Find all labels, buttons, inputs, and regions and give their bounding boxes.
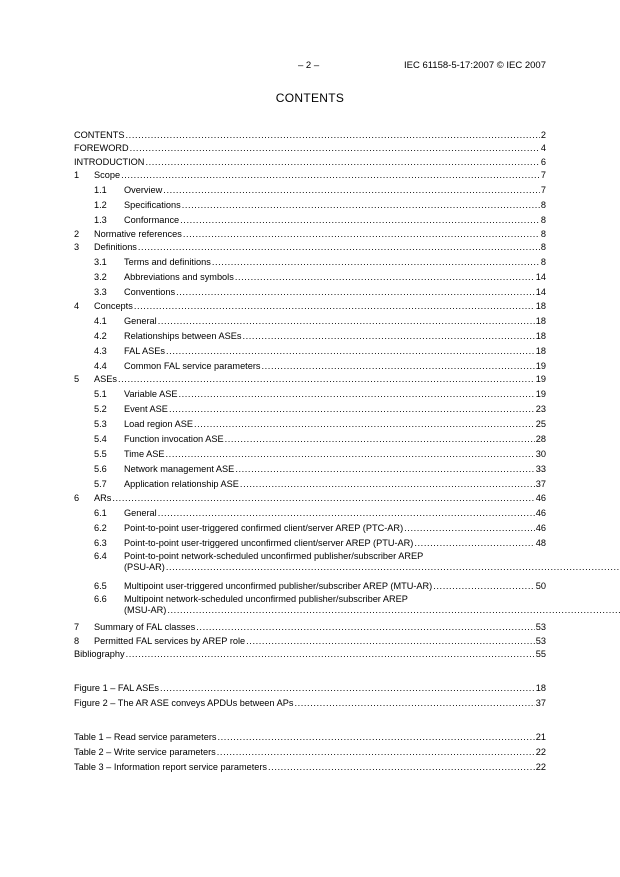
toc-entry-label: Network management ASE <box>124 464 235 474</box>
toc-entry-label: FAL ASEs <box>124 345 166 356</box>
figure-entry[interactable] <box>74 679 546 694</box>
toc-entry-page: 4 <box>540 143 546 153</box>
toc-entry[interactable] <box>74 620 546 634</box>
table-entry-page: 22 <box>535 762 546 772</box>
figure-entry-label: Figure 2 – The AR ASE conveys APDUs between APs <box>74 698 294 708</box>
toc-entry-page: 19 <box>535 360 546 371</box>
dot-leader <box>182 200 540 211</box>
toc-entry-label: INTRODUCTION <box>74 156 145 167</box>
toc-entry-label: Conformance <box>124 215 180 225</box>
toc-entry-number: 6.2 <box>94 522 107 533</box>
toc-entry-label: ARs <box>94 492 112 503</box>
toc-entry-label: Load region ASE <box>124 419 193 429</box>
dot-leader <box>126 649 535 660</box>
toc-entry-label: Normative references <box>94 228 182 239</box>
figure-entry[interactable] <box>74 694 546 709</box>
dot-leader <box>169 404 535 415</box>
toc-entry[interactable] <box>74 490 546 504</box>
toc-entry-number: 4.2 <box>94 330 107 341</box>
figure-entry-label: Figure 1 – FAL ASEs <box>74 683 159 693</box>
toc-entry-number: 5.6 <box>94 464 107 474</box>
toc-entry-label: Overview <box>124 185 163 195</box>
dot-leader <box>268 762 535 773</box>
toc-entry-page: 18 <box>535 315 546 326</box>
dot-leader <box>138 242 540 253</box>
toc-entry-number: 4.1 <box>94 315 107 326</box>
toc-entry-number: 3.3 <box>94 287 107 297</box>
toc-entry-page: 8 <box>540 215 546 225</box>
toc-entry[interactable] <box>74 357 546 372</box>
toc-entry[interactable] <box>74 154 546 168</box>
dot-leader <box>194 419 535 430</box>
toc-entry-page: 23 <box>535 404 546 414</box>
table-entry[interactable] <box>74 743 546 758</box>
toc-entry-label: Common FAL service parameters <box>124 360 261 371</box>
table-of-contents <box>74 127 546 773</box>
toc-entry[interactable] <box>74 534 546 549</box>
toc-entry-body <box>124 549 620 577</box>
toc-entry[interactable] <box>74 196 546 211</box>
toc-entry[interactable] <box>74 253 546 268</box>
toc-entry-page: 46 <box>535 507 546 518</box>
dot-leader <box>160 683 535 694</box>
toc-entry-label-cont: (PSU-AR) <box>124 561 165 572</box>
toc-entry-label: Time ASE <box>124 449 165 459</box>
toc-entry-label: Point-to-point user-triggered confirmed client/server AREP (PTC-AR) <box>124 522 404 533</box>
toc-entry-page: 7 <box>540 170 546 180</box>
toc-entry-label: Application relationship ASE <box>124 479 239 489</box>
toc-entry[interactable] <box>74 430 546 445</box>
toc-entry-number: 4.3 <box>94 345 107 356</box>
toc-entry-page: 53 <box>535 635 546 646</box>
toc-entry[interactable] <box>74 519 546 534</box>
toc-entry-number: 1 <box>74 170 80 180</box>
toc-entry[interactable] <box>74 577 546 592</box>
dot-leader <box>217 732 534 743</box>
dot-leader <box>163 185 540 196</box>
table-entry-label: Table 3 – Information report service parameters <box>74 762 268 772</box>
toc-entry-page: 19 <box>535 389 546 399</box>
document-id: IEC 61158-5-17:2007 © IEC 2007 <box>403 60 546 71</box>
figure-entry-page: 37 <box>535 698 546 708</box>
toc-entry[interactable] <box>74 168 546 182</box>
toc-entry-page: 50 <box>535 580 546 591</box>
dot-leader <box>166 346 535 357</box>
toc-entry[interactable] <box>74 415 546 430</box>
dot-leader <box>166 449 535 460</box>
toc-entry-label: Summary of FAL classes <box>94 622 196 632</box>
toc-entry-number: 5.4 <box>94 434 107 444</box>
toc-entry-page: 28 <box>535 434 546 444</box>
toc-entry-page: 55 <box>535 649 546 659</box>
toc-entry-label: CONTENTS <box>74 129 125 140</box>
dot-leader <box>183 229 540 240</box>
toc-entry-label: Terms and definitions <box>124 257 211 267</box>
dot-leader <box>176 287 535 298</box>
list-of-figures <box>74 679 546 709</box>
toc-entry-number: 6.5 <box>94 580 107 591</box>
toc-entry-number: 6.4 <box>94 550 107 561</box>
toc-entry-label: General <box>124 507 157 518</box>
toc-entry-page: 8 <box>540 200 546 210</box>
toc-entry-page: 33 <box>535 464 546 474</box>
page-number: – 2 – <box>298 60 320 71</box>
toc-entry[interactable] <box>74 633 546 647</box>
toc-entry-label: Concepts <box>94 300 133 311</box>
page-header <box>0 60 620 74</box>
toc-entry-number: 1.1 <box>94 185 107 195</box>
dot-leader <box>235 272 535 283</box>
toc-entry-number: 5 <box>74 374 80 384</box>
list-of-tables <box>74 728 546 773</box>
toc-entry-page: 6 <box>540 156 546 167</box>
toc-entry-number: 1.3 <box>94 215 107 225</box>
toc-entry-label: FOREWORD <box>74 143 129 153</box>
toc-entry[interactable] <box>74 400 546 415</box>
dot-leader <box>262 361 535 372</box>
toc-entry-number: 7 <box>74 622 80 632</box>
toc-entry-label: Point-to-point network-scheduled unconfirmed publisher/subscriber AREP <box>124 550 424 561</box>
toc-entry-number: 3 <box>74 242 80 252</box>
toc-entry-number: 8 <box>74 635 80 646</box>
toc-entry-label: Relationships between ASEs <box>124 330 242 341</box>
toc-entry[interactable] <box>74 312 546 327</box>
toc-entry[interactable] <box>74 327 546 342</box>
table-entry-label: Table 1 – Read service parameters <box>74 732 217 742</box>
toc-entry-page: 18 <box>535 345 546 356</box>
toc-entry[interactable] <box>74 504 546 519</box>
toc-entry-page: 8 <box>540 228 546 239</box>
section-gap <box>74 709 546 728</box>
toc-entry-label: Bibliography <box>74 649 125 659</box>
toc-entry-page: 18 <box>535 300 546 311</box>
dot-leader <box>180 215 540 226</box>
toc-entry-label-cont: (MSU-AR) <box>124 604 167 615</box>
dot-leader <box>112 493 534 504</box>
dot-leader <box>158 316 535 327</box>
toc-entry[interactable] <box>74 592 546 620</box>
toc-entry-number: 5.7 <box>94 479 107 489</box>
toc-entry-page: 14 <box>535 287 546 297</box>
toc-entry-page: 7 <box>540 185 546 195</box>
toc-entry-number: 6.3 <box>94 537 107 548</box>
toc-entry-page: 37 <box>535 479 546 489</box>
toc-entry-number: 6.1 <box>94 507 107 518</box>
table-entry-page: 21 <box>535 732 546 742</box>
toc-entry-page: 14 <box>535 272 546 282</box>
dot-leader <box>145 157 539 168</box>
table-entry[interactable] <box>74 758 546 773</box>
dot-leader <box>217 747 535 758</box>
dot-leader <box>404 523 535 534</box>
dot-leader <box>294 698 534 709</box>
toc-entry-number: 6 <box>74 492 80 503</box>
toc-entry-label: Specifications <box>124 200 181 210</box>
toc-entry-continuation <box>124 605 620 616</box>
toc-entry-label: Function invocation ASE <box>124 434 224 444</box>
toc-entry-number: 5.5 <box>94 449 107 459</box>
toc-entry-page: 2 <box>540 129 546 140</box>
dot-leader <box>134 301 535 312</box>
toc-entry-number: 5.2 <box>94 404 107 414</box>
toc-entry-body <box>124 592 620 620</box>
toc-entry-number: 5.1 <box>94 389 107 399</box>
toc-entry-continuation <box>124 562 620 573</box>
toc-entry-label: Event ASE <box>124 404 168 414</box>
toc-entry-label: ASEs <box>94 374 117 384</box>
table-entry[interactable] <box>74 728 546 743</box>
dot-leader <box>158 508 535 519</box>
toc-entry[interactable] <box>74 127 546 141</box>
toc-entry[interactable] <box>74 226 546 240</box>
toc-entry-number: 1.2 <box>94 200 107 210</box>
dot-leader <box>242 331 534 342</box>
toc-entry-number: 6.6 <box>94 593 107 604</box>
toc-entry[interactable] <box>74 211 546 226</box>
toc-entry-number: 3.1 <box>94 257 107 267</box>
dot-leader <box>118 374 535 385</box>
toc-entries <box>74 127 546 660</box>
dot-leader <box>414 538 534 549</box>
toc-entry-label: Multipoint user-triggered unconfirmed publisher/subscriber AREP (MTU-AR) <box>124 580 433 591</box>
toc-entry-number: 4 <box>74 300 80 311</box>
toc-entry[interactable] <box>74 342 546 357</box>
table-entry-label: Table 2 – Write service parameters <box>74 747 216 757</box>
toc-entry[interactable] <box>74 460 546 475</box>
toc-entry-page: 18 <box>535 330 546 341</box>
toc-entry[interactable] <box>74 385 546 400</box>
toc-entry-page: 48 <box>535 537 546 548</box>
dot-leader <box>167 605 620 616</box>
dot-leader <box>130 143 540 154</box>
dot-leader <box>166 562 620 573</box>
toc-entry-page: 19 <box>535 374 546 384</box>
dot-leader <box>126 130 540 141</box>
toc-entry-number: 5.3 <box>94 419 107 429</box>
dot-leader <box>196 622 535 633</box>
toc-entry-label: General <box>124 315 157 326</box>
dot-leader <box>240 479 535 490</box>
toc-entry-label: Definitions <box>94 242 137 252</box>
toc-entry[interactable] <box>74 268 546 283</box>
toc-entry-page: 53 <box>535 622 546 632</box>
dot-leader <box>235 464 534 475</box>
toc-entry-label: Variable ASE <box>124 389 178 399</box>
toc-entry-label: Permitted FAL services by AREP role <box>94 635 246 646</box>
toc-entry-number: 2 <box>74 228 80 239</box>
page-title: CONTENTS <box>275 91 345 105</box>
toc-entry[interactable] <box>74 298 546 312</box>
toc-entry-page: 46 <box>535 492 546 503</box>
dot-leader <box>246 636 535 647</box>
toc-entry-label: Conventions <box>124 287 176 297</box>
dot-leader <box>178 389 534 400</box>
dot-leader <box>433 581 535 592</box>
toc-entry[interactable] <box>74 240 546 254</box>
toc-entry[interactable] <box>74 141 546 155</box>
toc-entry[interactable] <box>74 549 546 577</box>
section-gap <box>74 660 546 679</box>
toc-entry-page: 25 <box>535 419 546 429</box>
toc-entry-label: Multipoint network-scheduled unconfirmed publisher/subscriber AREP <box>124 593 408 604</box>
toc-entry-label: Scope <box>94 170 121 180</box>
toc-entry-number: 3.2 <box>94 272 107 282</box>
toc-entry-page: 46 <box>535 522 546 533</box>
toc-entry-label: Point-to-point user-triggered unconfirmed client/server AREP (PTU-AR) <box>124 537 414 548</box>
toc-entry-page: 8 <box>540 242 546 252</box>
toc-entry[interactable] <box>74 647 546 661</box>
table-entry-page: 22 <box>535 747 546 757</box>
toc-entry[interactable] <box>74 181 546 196</box>
toc-entry[interactable] <box>74 445 546 460</box>
toc-entry-number: 4.4 <box>94 360 107 371</box>
toc-entry[interactable] <box>74 283 546 298</box>
toc-entry-label: Abbreviations and symbols <box>124 272 234 282</box>
dot-leader <box>212 257 540 268</box>
toc-entry[interactable] <box>74 372 546 386</box>
figure-entry-page: 18 <box>535 683 546 693</box>
toc-entry[interactable] <box>74 475 546 490</box>
toc-entry-page: 30 <box>535 449 546 459</box>
toc-entry-page: 8 <box>540 257 546 267</box>
dot-leader <box>121 170 540 181</box>
dot-leader <box>225 434 535 445</box>
